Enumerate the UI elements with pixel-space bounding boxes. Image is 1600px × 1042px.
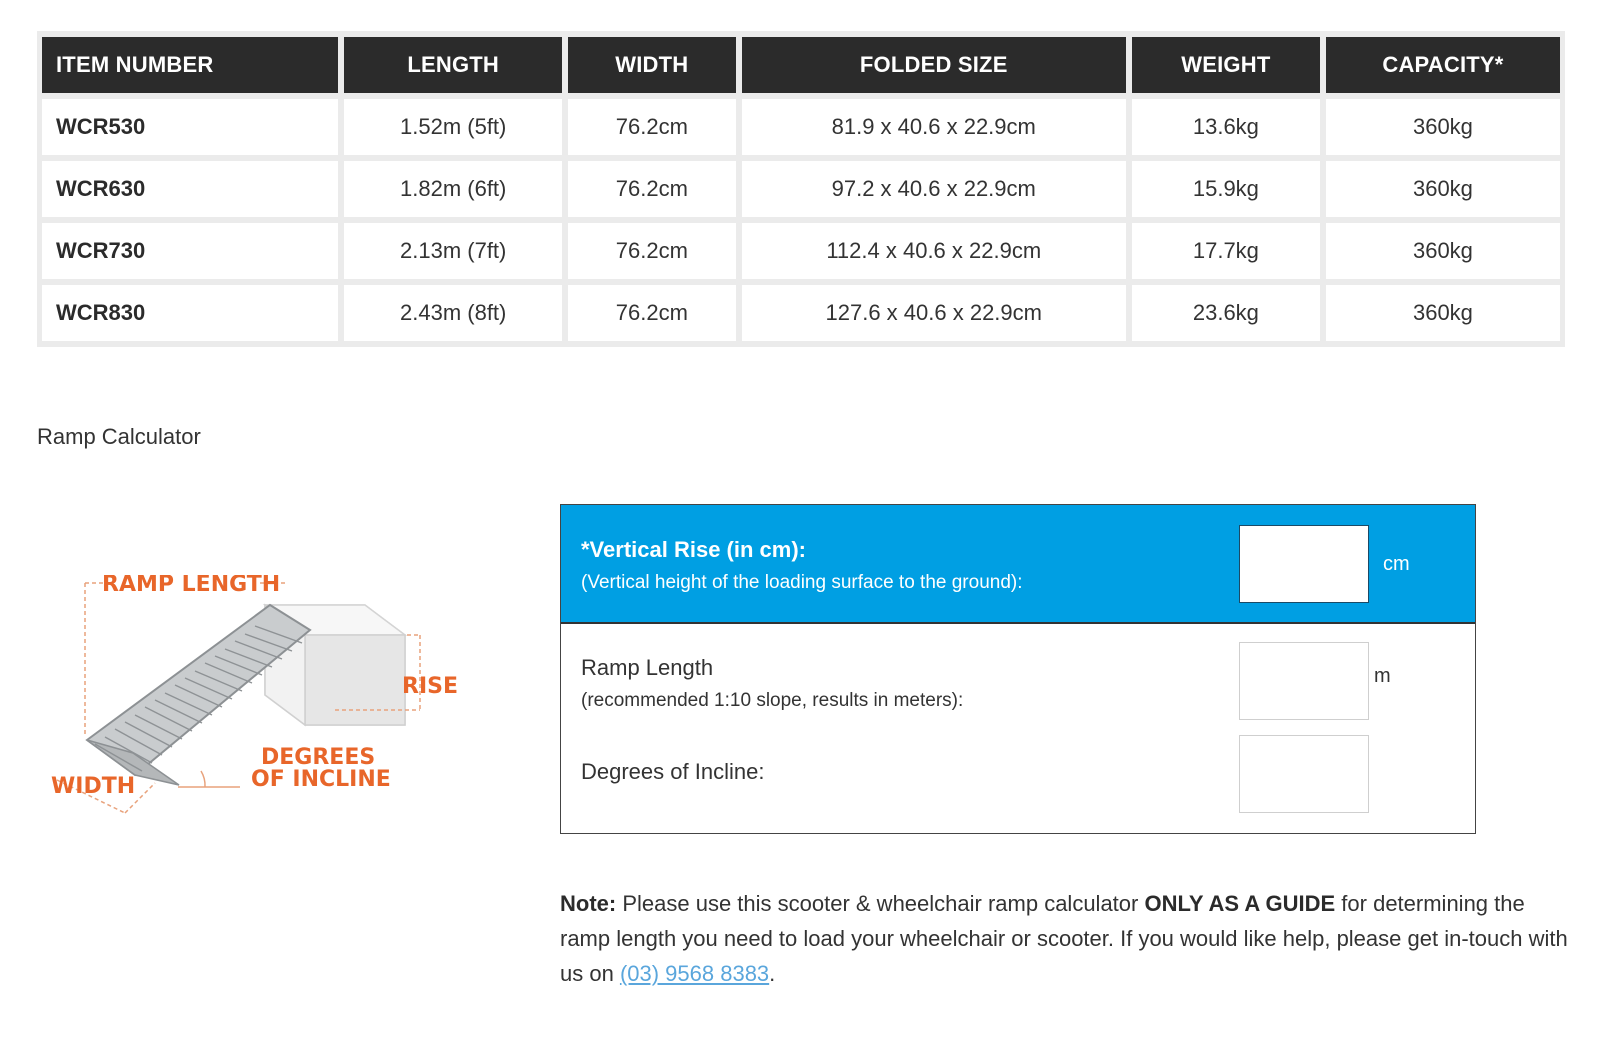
calculator-heading: Ramp Calculator [37,424,201,449]
cell-length: 2.43m (8ft) [344,285,562,341]
calculator-note [560,886,1570,991]
ramp-length-unit: m [1374,665,1391,687]
ramp-length-label: Ramp Length [581,655,714,680]
cell-item-number: WCR830 [42,285,338,341]
vertical-rise-label: *Vertical Rise (in cm): [581,537,806,562]
cell-folded-size: 127.6 x 40.6 x 22.9cm [742,285,1126,341]
incline-label: Degrees of Incline: [581,759,765,784]
cell-capacity: 360kg [1326,99,1560,155]
ramp-calculator-form [560,504,1476,834]
note-label: Note: [560,891,617,916]
cell-item-number: WCR630 [42,161,338,217]
vertical-rise-unit: cm [1383,553,1410,575]
cell-weight: 13.6kg [1132,99,1320,155]
table-row [42,161,1560,217]
cell-folded-size: 112.4 x 40.6 x 22.9cm [742,223,1126,279]
vertical-rise-input[interactable] [1239,525,1369,603]
note-text-1: Please use this scooter & wheelchair ramp calculator [616,891,1145,916]
ramp-length-sublabel: (recommended 1:10 slope, results in meters): [581,690,964,711]
cell-width: 76.2cm [568,285,736,341]
diagram-label-degrees: DEGREES [261,745,376,770]
phone-link[interactable]: (03) 9568 8383 [619,961,770,986]
table-row [42,99,1560,155]
cell-item-number: WCR730 [42,223,338,279]
note-emphasis: ONLY AS A GUIDE [1144,891,1336,916]
cell-weight: 17.7kg [1132,223,1320,279]
diagram-label-ramp-length: RAMP LENGTH [102,575,281,597]
cell-folded-size: 81.9 x 40.6 x 22.9cm [742,99,1126,155]
cell-capacity: 360kg [1326,223,1560,279]
diagram-label-of-incline: OF INCLINE [251,767,391,792]
cell-length: 1.52m (5ft) [344,99,562,155]
cell-item-number: WCR530 [42,99,338,155]
table-row [42,285,1560,341]
header-folded-size: FOLDED SIZE [742,37,1126,93]
incline-output[interactable] [1239,735,1369,813]
header-item-number: ITEM NUMBER [42,37,338,93]
cell-weight: 15.9kg [1132,161,1320,217]
vertical-rise-row [561,505,1475,624]
cell-capacity: 360kg [1326,285,1560,341]
ramp-length-output[interactable] [1239,642,1369,720]
table-row [42,223,1560,279]
spec-table-header-row [42,37,1560,93]
cell-folded-size: 97.2 x 40.6 x 22.9cm [742,161,1126,217]
vertical-rise-sublabel: (Vertical height of the loading surface to the ground): [581,572,1023,593]
note-text-2: for determining the ramp length you need to load your wheelchair or scooter. If you would like help, please get in-touch with us on [560,891,1568,986]
diagram-label-width: WIDTH [51,774,136,799]
ramp-diagram [45,575,475,845]
cell-weight: 23.6kg [1132,285,1320,341]
note-text-3: . [769,961,776,986]
header-capacity: CAPACITY* [1326,37,1560,93]
header-length: LENGTH [344,37,562,93]
ramp-diagram-illustration [45,575,475,845]
cell-width: 76.2cm [568,99,736,155]
header-width: WIDTH [568,37,736,93]
spec-table [36,31,1566,347]
cell-width: 76.2cm [568,161,736,217]
cell-capacity: 360kg [1326,161,1560,217]
header-weight: WEIGHT [1132,37,1320,93]
cell-length: 2.13m (7ft) [344,223,562,279]
cell-width: 76.2cm [568,223,736,279]
diagram-label-rise: RISE [402,674,458,699]
cell-length: 1.82m (6ft) [344,161,562,217]
spec-table-container [37,31,1565,347]
